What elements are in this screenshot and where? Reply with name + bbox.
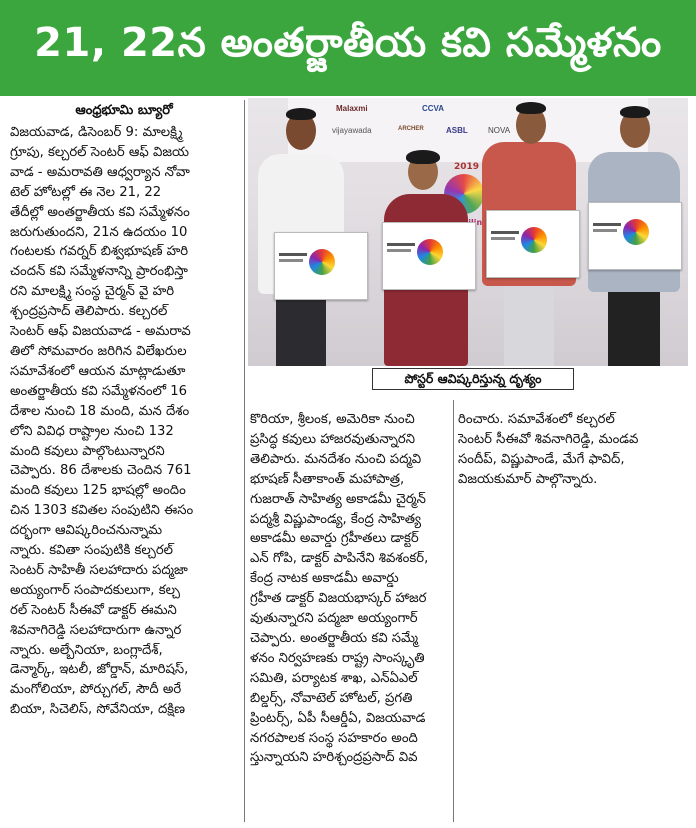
- article-line: తెలిపారు. మనదేశం నుంచి పద్మవి: [250, 451, 422, 467]
- event-photo: [248, 98, 688, 366]
- article-line: ప్రసిద్ధ కవులు హాజరవుతున్నారని: [250, 431, 415, 447]
- article-line: చందన్ కవి సమ్మేళనాన్ని ప్రారంభిస్తా: [10, 264, 188, 280]
- article-line: సందీప్, విష్ణుపాండే, మేగే ఫావిద్,: [458, 451, 625, 467]
- poster-4: [588, 202, 682, 270]
- article-line: పద్మశ్రీ విష్ణుపాండ్య, కేంద్ర సాహిత్య: [250, 511, 421, 527]
- article-line: రని మాలక్ష్మి సంస్థ చైర్మన్ వై హరి: [10, 284, 175, 300]
- article-line: ఎన్ గోపి, డాక్టర్ పాపినేని శివశంకర్,: [250, 551, 429, 567]
- article-line: జరుగుతుందని, 21న ఉదయం 10: [10, 224, 188, 240]
- article-line: మంది కవులు పాల్గొంటున్నారని: [10, 443, 165, 459]
- article-line: న్నారు. అల్బేనియా, బంగ్లాదేశ్,: [10, 642, 163, 658]
- article-line: బియా, సిచెలిస్, సోవేనియా, దక్షిణ: [10, 702, 186, 718]
- article-line: అయ్యంగార్ సంపాదకులుగా, కల్చ: [10, 582, 181, 598]
- sponsor-logo-vijayawada: vijayawada: [332, 126, 372, 135]
- article-line: సెంటర్ సీఈవో శివనాగిరెడ్డి, మండవ: [458, 431, 639, 447]
- article-line: స్తున్నాయని హరిశ్చంద్రప్రసాద్ వివ: [250, 750, 418, 766]
- sponsor-logo-malaxmi: Malaxmi: [336, 104, 368, 113]
- article-line: టెల్ హోటల్లో ఈ నెల 21, 22: [10, 184, 162, 200]
- sponsor-logo-archer: ARCHER: [398, 126, 424, 132]
- article-line: విజయకుమార్ పాల్గొన్నారు.: [458, 471, 598, 487]
- article-line: సెంటర్ ఆఫ్ విజయవాడ - అమరావ: [10, 324, 191, 340]
- article-column-1: [10, 123, 242, 823]
- article-line: చెప్పారు. 86 దేశాలకు చెందిన 761: [10, 463, 192, 479]
- article-line: మంది కవులు 125 భాషల్లో అందిం: [10, 483, 186, 499]
- article-line: రించారు. సమావేశంలో కల్చరల్: [458, 412, 615, 427]
- article-line: డెన్మార్క్, ఇటలీ, జోర్డాన్, మారిషస్,: [10, 662, 189, 678]
- article-line: ప్రింటర్స్, ఏపీ సీఆర్డీఏ, విజయవాడ: [250, 710, 426, 726]
- article-column-3: [458, 410, 694, 510]
- article-line: శ్చంద్రప్రసాద్ తెలిపారు. కల్చరల్: [10, 304, 168, 320]
- article-line: లోని వివిధ రాష్ట్రాల నుంచి 132: [10, 423, 174, 439]
- photo-caption: పోస్టర్ ఆవిష్కరిస్తున్న దృశ్యం: [372, 368, 574, 390]
- article-line: సెంటర్ సాహితీ సలహాదారు పద్మజా: [10, 562, 188, 578]
- article-line: ళనం నిర్వహణకు రాష్ట్ర సాంస్కృతి: [250, 650, 425, 666]
- article-line: విజయవాడ, డిసెంబర్ 9: మాలక్ష్మి: [10, 125, 183, 140]
- sponsor-logo-ccva: CCVA: [422, 104, 445, 113]
- article-line: తేదీల్లో అంతర్జాతీయ కవి సమ్మేళనం: [10, 204, 190, 220]
- article-line: గ్రహీత డాక్టర్ విజయభాస్కర్ హాజర: [250, 591, 427, 607]
- article-line: రల్ సెంటర్ సీఈవో డాక్టర్ ఈమని: [10, 602, 177, 618]
- article-line: వాడ - అమరావతి ఆధ్వర్యాన నోవా: [10, 164, 190, 180]
- banner-year: 2019: [454, 162, 480, 172]
- article-line: కేంద్ర నాటక అకాడమీ అవార్డు: [250, 571, 399, 587]
- article-line: శివనాగిరెడ్డి సలహాదారుగా ఉన్నార: [10, 622, 182, 638]
- column-divider: [244, 100, 245, 822]
- article-line: మంగోలియా, పోర్చుగల్, సౌదీ అరే: [10, 682, 182, 698]
- sponsor-logo-nova: NOVA: [488, 126, 511, 135]
- byline: ఆంధ్రభూమి బ్యూరో: [75, 103, 173, 118]
- article-line: న్నారు. కవితా సంపుటికి కల్చరల్: [10, 543, 174, 559]
- article-line: సమావేశంలో ఆయన మాట్లాడుతూ: [10, 363, 186, 379]
- article-line: వుతున్నారని పద్మజా అయ్యంగార్: [250, 611, 418, 627]
- article-line: అంతర్జాతీయ కవి సమ్మేళనంలో 16: [10, 383, 188, 399]
- poster-3: [486, 210, 580, 278]
- article-line: గ్రూపు, కల్చరల్ సెంటర్ ఆఫ్ విజయ: [10, 144, 189, 160]
- article-line: దేశాల నుంచి 18 మంది, మన దేశం: [10, 403, 190, 419]
- article-line: చిన 1303 కవితల సంపుటిని ఈసం: [10, 503, 194, 519]
- article-column-2: [250, 410, 450, 823]
- poster-1: [274, 232, 368, 300]
- article-line: గంటలకు గవర్నర్ బిశ్వభూషణ్ హరి: [10, 244, 189, 260]
- article-line: సమితి, పర్యాటక శాఖ, ఎన్ఏఎల్: [250, 670, 418, 686]
- article-line: నగరపాలక సంస్థ సహకారం అంది: [250, 730, 418, 746]
- article-line: చెప్పారు. అంతర్జాతీయ కవి సమ్మే: [250, 630, 419, 646]
- sponsor-logo-asbl: ASBL: [446, 126, 468, 135]
- article-line: గుజరాత్ సాహిత్య అకాడమీ చైర్మన్: [250, 491, 426, 507]
- article-line: తిలో సోమవారం జరిగిన విలేఖరుల: [10, 343, 187, 359]
- article-line: భూషణ్ సీతాకాంత్ మహాపాత్ర,: [250, 471, 405, 487]
- poster-2: [382, 222, 476, 290]
- article-line: దర్భంగా ఆవిష్కరించనున్నామ: [10, 523, 163, 539]
- article-line: కొరియా, శ్రీలంక, అమెరికా నుంచి: [250, 412, 415, 427]
- headline: 21, 22న అంతర్జాతీయ కవి సమ్మేళనం: [0, 0, 696, 96]
- column-divider: [453, 400, 454, 822]
- article-line: బిల్డర్స్, నోవాటెల్ హోటల్, ప్రగతి: [250, 690, 413, 706]
- article-line: అకాడమీ అవార్డు గ్రహీతలు డాక్టర్: [250, 531, 419, 547]
